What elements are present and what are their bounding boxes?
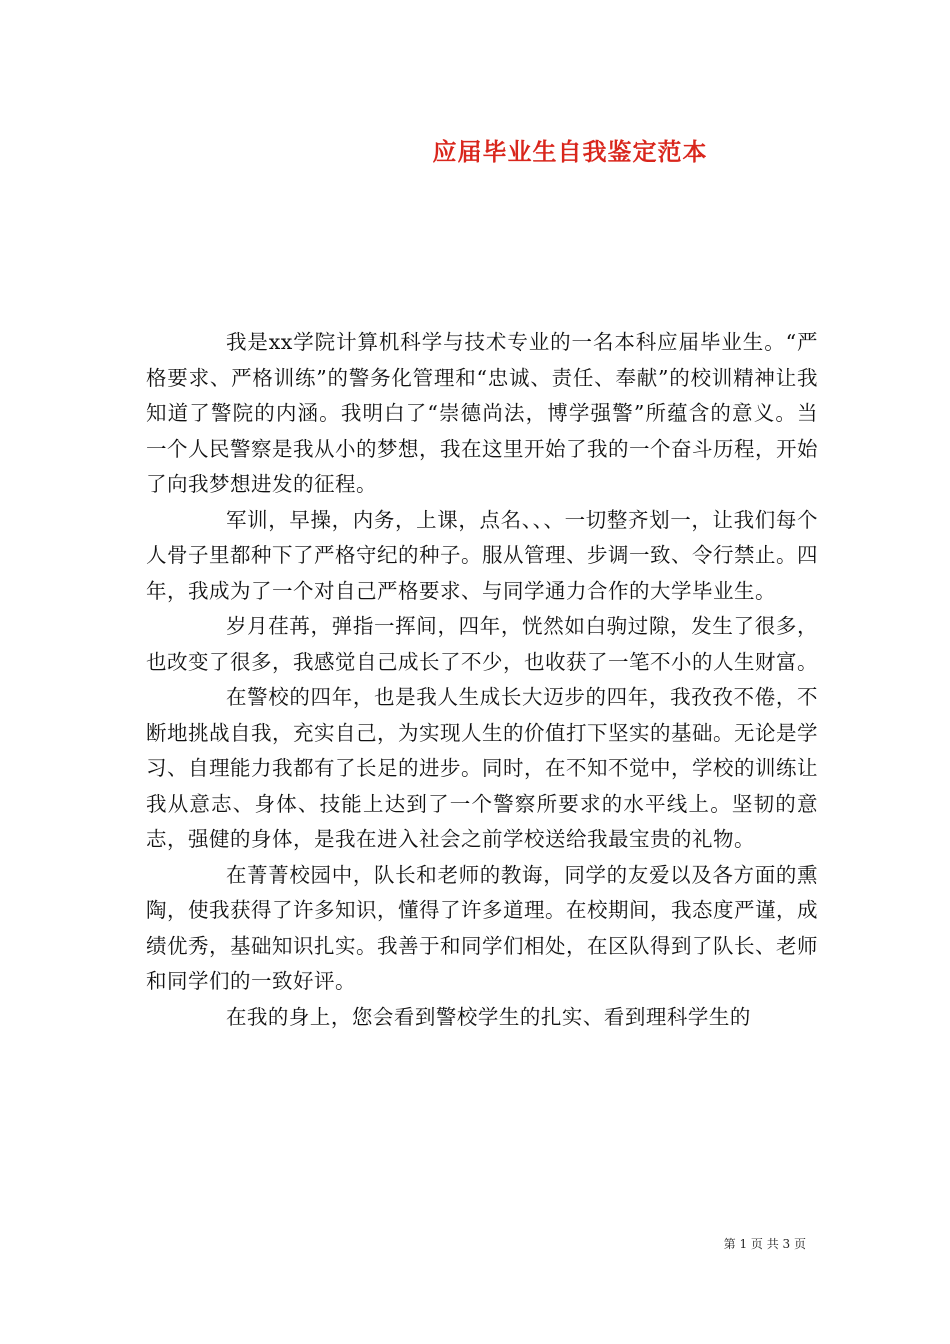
- paragraph-6: 在我的身上，您会看到警校学生的扎实、看到理科学生的: [225, 1004, 751, 1029]
- paragraph-2: 军训，早操，内务，上课，点名、、、一切整齐划一，让我们每个人骨子里都种下了严格守纪的种子。服从管理、步调一致、令行禁止。四年，我成为了一个对自己严格要求、与同学通力合作的大学毕业生。: [146, 507, 818, 603]
- paragraph-3: 岁月荏苒，弹指一挥间，四年，恍然如白驹过隙，发生了很多，也改变了很多，我感觉自己成长了不少，也收获了一笔不小的人生财富。: [146, 614, 818, 674]
- document-body: [146, 325, 818, 1035]
- page-number-footer: 第 1 页 共 3 页: [723, 1237, 806, 1251]
- paragraph-5: 在菁菁校园中，队长和老师的教诲，同学的友爱以及各方面的熏陶，使我获得了许多知识，懂得了许多道理。在校期间，我态度严谨，成绩优秀，基础知识扎实。我善于和同学们相处，在区队得到了队长、老师和同学们的一致好评。: [146, 862, 818, 993]
- paragraph-1: 我是xx学院计算机科学与技术专业的一名本科应届毕业生。“严格要求、严格训练”的警务化管理和“忠诚、责任、奉献”的校训精神让我知道了警院的内涵。我明白了“崇德尚法，博学强警”所蕴含的意义。当一个人民警察是我从小的梦想，我在这里开始了我的一个奋斗历程，开始了向我梦想进发的征程。: [146, 330, 818, 496]
- document-title: 应届毕业生自我鉴定范本: [432, 137, 708, 166]
- paragraph-4: 在警校的四年，也是我人生成长大迈步的四年，我孜孜不倦，不断地挑战自我，充实自己，为实现人生的价值打下坚实的基础。无论是学习、自理能力我都有了长足的进步。同时，在不知不觉中，学校的训练让我从意志、身体、技能上达到了一个警察所要求的水平线上。坚韧的意志，强健的身体，是我在进入社会之前学校送给我最宝贵的礼物。: [146, 685, 818, 851]
